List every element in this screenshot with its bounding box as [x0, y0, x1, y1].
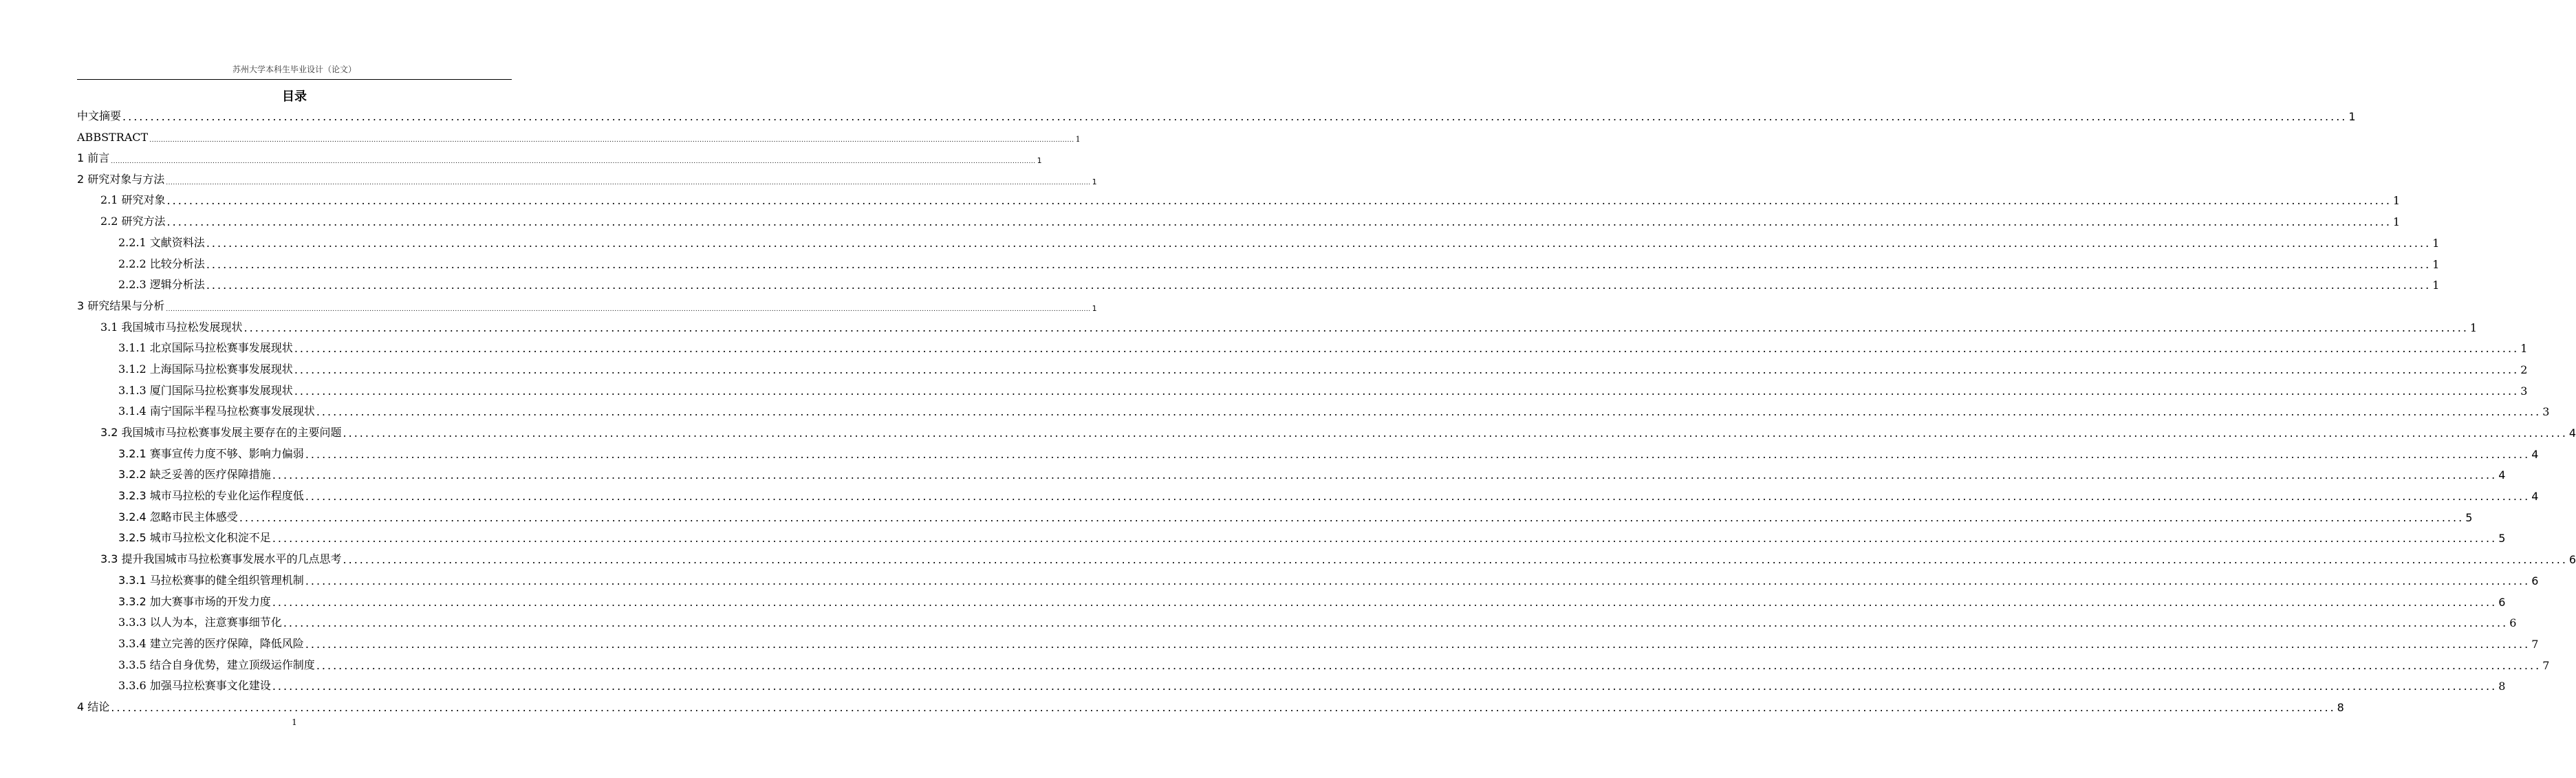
toc-leader-dots: ................................................................................................................................................................................................................................................................................................................................................................................................................ [272, 680, 2498, 693]
toc-entry[interactable] [77, 546, 2576, 568]
toc-leader-dots: ................................................................................................................................................................................................................................................................................................................................................................................................................ [166, 305, 1091, 313]
toc-entry-page: 1 [2348, 109, 2356, 123]
toc-leader-dots: ................................................................................................................................................................................................................................................................................................................................................................................................................ [206, 257, 2432, 271]
toc-leader-dots: ................................................................................................................................................................................................................................................................................................................................................................................................................ [294, 342, 2520, 356]
toc-leader-dots: ................................................................................................................................................................................................................................................................................................................................................................................................................ [283, 616, 2509, 630]
toc-entry[interactable] [77, 293, 1097, 314]
toc-leader-dots: ................................................................................................................................................................................................................................................................................................................................................................................................................ [305, 447, 2531, 461]
toc-entry[interactable] [77, 356, 2528, 378]
toc-entry-page: 1 [2392, 215, 2401, 229]
toc-entry-label: 中文摘要 [77, 109, 122, 122]
toc-entry-page: 6 [2509, 616, 2517, 630]
toc-entry-label: 3.3.6 加强马拉松赛事文化建设 [118, 679, 271, 693]
toc-entry-page: 1 [1092, 177, 1097, 186]
toc-leader-dots: ................................................................................................................................................................................................................................................................................................................................................................................................................ [305, 574, 2531, 587]
toc-entry-page: 3 [2542, 405, 2550, 419]
toc-entry-label: 3.3.1 马拉松赛事的健全组织管理机制 [118, 573, 304, 587]
toc-entry-label: 2.2.1 文献资料法 [118, 235, 205, 249]
toc-leader-dots: ................................................................................................................................................................................................................................................................................................................................................................................................................ [294, 384, 2520, 398]
toc-entry-page: 6 [2531, 574, 2539, 587]
toc-entry-page: 4 [2568, 426, 2576, 440]
toc-entry-label: 3.1.4 南宁国际半程马拉松赛事发展现状 [118, 404, 315, 418]
toc-entry[interactable] [77, 589, 2506, 610]
page-number: 1 [292, 717, 297, 727]
toc-entry-label: 3.2.2 缺乏妥善的医疗保障措施 [118, 468, 271, 482]
toc-leader-dots: ................................................................................................................................................................................................................................................................................................................................................................................................................ [166, 194, 2392, 208]
toc-leader-dots: ................................................................................................................................................................................................................................................................................................................................................................................................................ [343, 553, 2568, 567]
toc-title: 目录 [282, 89, 307, 104]
toc-entry-label: 2 研究对象与方法 [77, 172, 165, 186]
toc-entry[interactable] [77, 420, 2576, 441]
toc-leader-dots: ................................................................................................................................................................................................................................................................................................................................................................................................................ [111, 158, 1036, 166]
toc-leader-dots: ................................................................................................................................................................................................................................................................................................................................................................................................................ [343, 426, 2568, 440]
toc-leader-dots: ................................................................................................................................................................................................................................................................................................................................................................................................................ [111, 700, 2336, 714]
toc-leader-dots: ................................................................................................................................................................................................................................................................................................................................................................................................................ [149, 137, 1074, 144]
toc-entry[interactable] [77, 272, 2440, 294]
toc-entry-page: 2 [2520, 363, 2528, 376]
toc-entry[interactable] [77, 652, 2550, 673]
toc-entry[interactable] [77, 230, 2440, 251]
toc-entry-label: 3.2.1 赛事宣传力度不够、影响力偏弱 [118, 446, 304, 460]
toc-entry-page: 1 [2432, 279, 2440, 292]
toc-entry-label: 3.1.1 北京国际马拉松赛事发展现状 [118, 341, 293, 355]
toc-entry-label: 3.3.3 以人为本，注意赛事细节化 [118, 616, 282, 629]
toc-entry-label: 3.2.4 忽略市民主体感受 [118, 510, 238, 523]
toc-leader-dots: ................................................................................................................................................................................................................................................................................................................................................................................................................ [166, 215, 2392, 229]
toc-entry-page: 6 [2568, 553, 2576, 567]
toc-entry-label: 3.1.2 上海国际马拉松赛事发展现状 [118, 362, 293, 376]
toc-entry[interactable] [77, 526, 2506, 547]
toc-entry[interactable] [77, 441, 2539, 462]
toc-entry-page: 4 [2531, 447, 2539, 461]
toc-entry-label: 3.3.2 加大赛事市场的开发力度 [118, 594, 271, 608]
toc-entry-label: 3 研究结果与分析 [77, 299, 165, 312]
toc-entry-page: 1 [1092, 303, 1097, 313]
toc-entry[interactable] [77, 208, 2401, 230]
toc-entry-label: 3.2.5 城市马拉松文化积淀不足 [118, 531, 271, 545]
header-rule [77, 79, 512, 80]
toc-entry-page: 8 [2498, 680, 2506, 693]
toc-entry[interactable] [77, 399, 2550, 420]
toc-entry-page: 5 [2465, 510, 2473, 524]
toc-entry-page: 1 [1037, 156, 1042, 166]
toc-entry-label: 3.1 我国城市马拉松发展现状 [100, 320, 243, 334]
toc-entry-label: ABBSTRACT [77, 131, 149, 144]
toc-entry-page: 4 [2498, 468, 2506, 482]
toc-entry-page: 1 [2432, 257, 2440, 271]
toc-entry[interactable] [77, 631, 2539, 652]
toc-entry[interactable] [77, 504, 2473, 526]
toc-leader-dots: ................................................................................................................................................................................................................................................................................................................................................................................................................ [206, 279, 2432, 292]
toc-entry-label: 3.2.3 城市马拉松的专业化运作程度低 [118, 489, 304, 503]
toc-leader-dots: ................................................................................................................................................................................................................................................................................................................................................................................................................ [239, 510, 2465, 524]
toc-entry-label: 2.2.2 比较分析法 [118, 257, 205, 270]
toc-entry-page: 1 [2432, 236, 2440, 250]
toc-leader-dots: ................................................................................................................................................................................................................................................................................................................................................................................................................ [294, 363, 2520, 376]
toc-entry-page: 7 [2542, 658, 2550, 672]
toc-entry-label: 1 前言 [77, 151, 110, 165]
toc-entry-page: 8 [2337, 700, 2344, 714]
toc-entry[interactable] [77, 336, 2528, 357]
toc-entry[interactable] [77, 568, 2539, 589]
toc-entry-page: 1 [2392, 194, 2401, 208]
toc-entry-page: 7 [2531, 637, 2539, 651]
toc-entry-label: 2.1 研究对象 [100, 193, 166, 207]
toc-entry[interactable] [77, 314, 2478, 336]
toc-entry[interactable] [77, 378, 2528, 399]
toc-entry[interactable] [77, 694, 2344, 715]
toc-entry[interactable] [77, 251, 2440, 272]
toc-entry-label: 2.2.3 逻辑分析法 [118, 278, 205, 292]
toc-leader-dots: ................................................................................................................................................................................................................................................................................................................................................................................................................ [122, 109, 2348, 123]
toc-entry-page: 4 [2531, 490, 2539, 504]
toc-entry[interactable] [77, 462, 2506, 484]
toc-leader-dots: ................................................................................................................................................................................................................................................................................................................................................................................................................ [272, 595, 2498, 609]
toc-entry-page: 1 [2469, 321, 2478, 334]
toc-entry-page: 6 [2498, 595, 2506, 609]
toc-entry-label: 4 结论 [77, 700, 110, 713]
toc-entry-label: 3.3.4 建立完善的医疗保障，降低风险 [118, 636, 304, 650]
toc-leader-dots: ................................................................................................................................................................................................................................................................................................................................................................................................................ [305, 637, 2531, 651]
toc-leader-dots: ................................................................................................................................................................................................................................................................................................................................................................................................................ [316, 658, 2542, 672]
toc-entry-label: 3.1.3 厦门国际马拉松赛事发展现状 [118, 383, 293, 397]
toc-entry[interactable] [77, 188, 2401, 209]
toc-entry[interactable] [77, 125, 1081, 146]
toc-leader-dots: ................................................................................................................................................................................................................................................................................................................................................................................................................ [316, 405, 2542, 419]
toc-entry-label: 2.2 研究方法 [100, 215, 166, 228]
toc-entry[interactable] [77, 673, 2506, 695]
toc-entry[interactable] [77, 483, 2539, 504]
toc-leader-dots: ................................................................................................................................................................................................................................................................................................................................................................................................................ [272, 532, 2498, 545]
toc-leader-dots: ................................................................................................................................................................................................................................................................................................................................................................................................................ [243, 321, 2469, 334]
toc-entry-label: 3.3.5 结合自身优势，建立顶级运作制度 [118, 658, 315, 671]
page-header: 苏州大学本科生毕业设计（论文） [232, 65, 356, 74]
toc-leader-dots: ................................................................................................................................................................................................................................................................................................................................................................................................................ [166, 179, 1091, 186]
toc-entry-label: 3.2 我国城市马拉松赛事发展主要存在的主要问题 [100, 426, 342, 439]
toc-entry[interactable] [77, 145, 1042, 166]
toc-entry[interactable] [77, 166, 1097, 188]
toc-leader-dots: ................................................................................................................................................................................................................................................................................................................................................................................................................ [206, 236, 2432, 250]
table-of-contents [77, 103, 2576, 715]
toc-entry-page: 1 [1075, 135, 1081, 144]
toc-leader-dots: ................................................................................................................................................................................................................................................................................................................................................................................................................ [272, 468, 2498, 482]
toc-entry-page: 5 [2498, 532, 2506, 545]
toc-entry-label: 3.3 提升我国城市马拉松赛事发展水平的几点思考 [100, 552, 342, 566]
toc-entry-page: 1 [2520, 342, 2528, 356]
toc-leader-dots: ................................................................................................................................................................................................................................................................................................................................................................................................................ [305, 490, 2531, 504]
toc-entry[interactable] [77, 103, 2356, 125]
toc-entry-page: 3 [2520, 384, 2528, 398]
toc-entry[interactable] [77, 610, 2517, 631]
